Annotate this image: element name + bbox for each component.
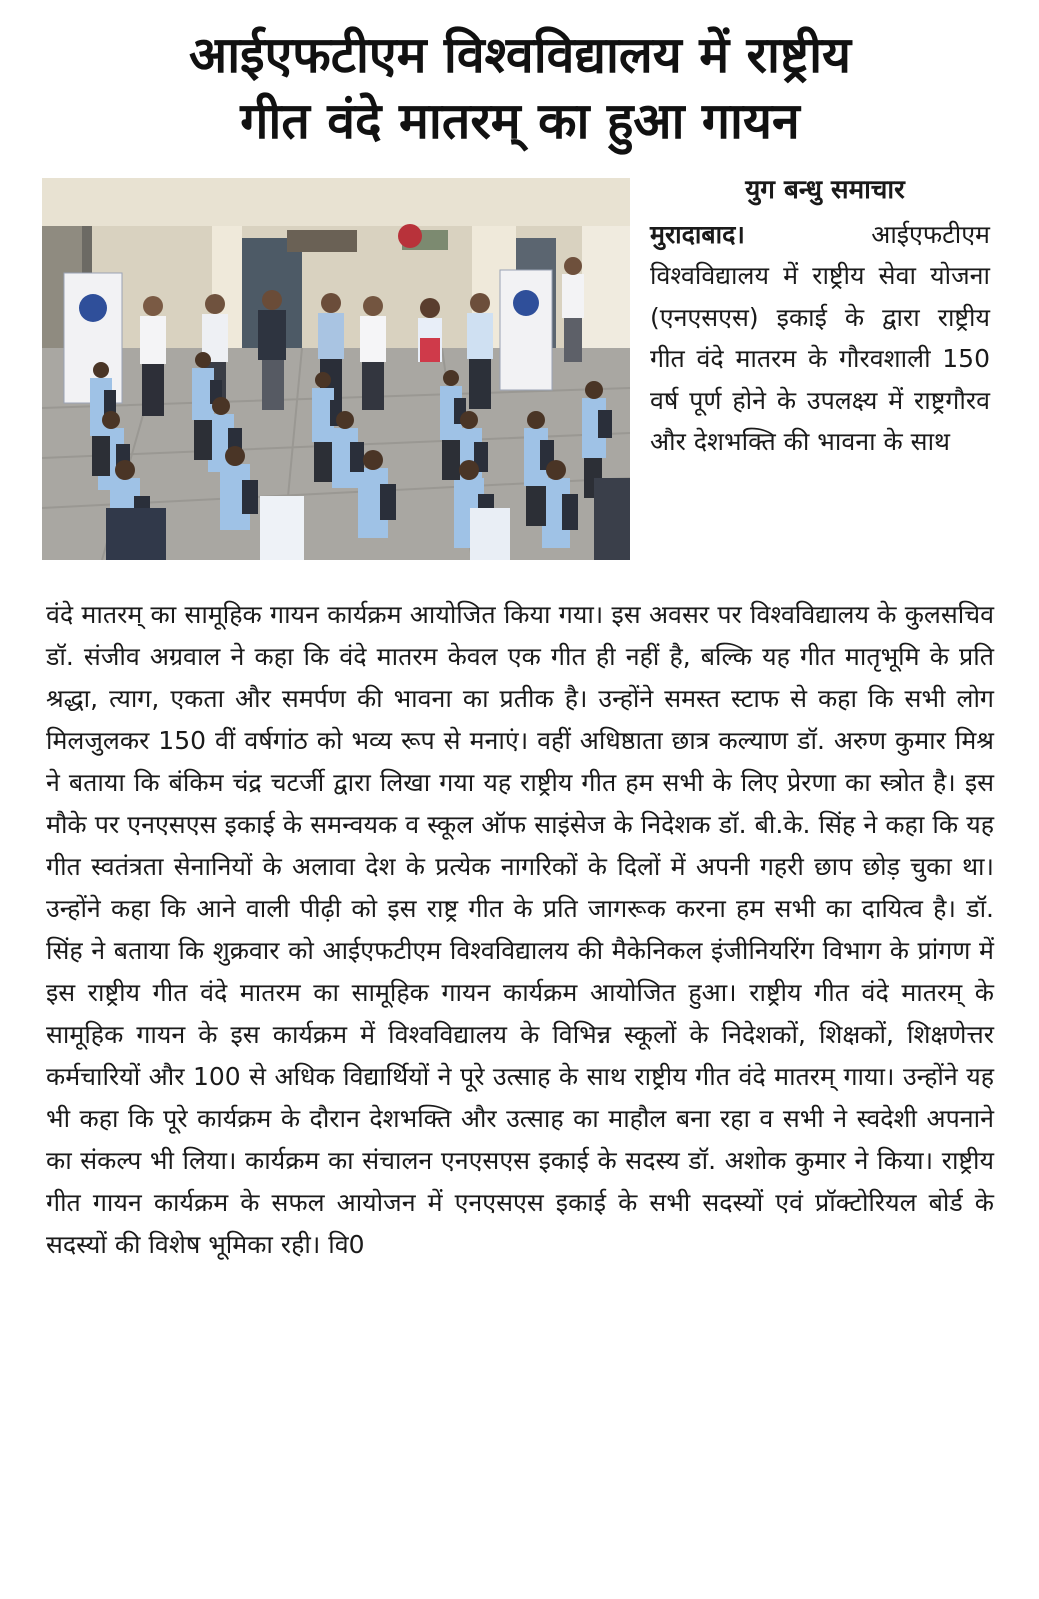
news-photo <box>42 178 630 560</box>
lead-paragraph <box>650 214 990 462</box>
article-body <box>46 594 994 1266</box>
headline <box>30 22 1010 154</box>
lead-text: आईएफटीएम विश्वविद्यालय में राष्ट्रीय सेवा योजना (एनएसएस) इकाई के द्वारा राष्ट्रीय गीत वंदे मातरम के गौरवशाली 150 वर्ष पूर्ण होने के उपलक्ष्य में राष्ट्रगौरव और देशभक्ति की भावना के साथ <box>650 220 990 457</box>
byline: युग बन्धु समाचार <box>745 175 905 205</box>
body-paragraph: वंदे मातरम् का सामूहिक गायन कार्यक्रम आयोजित किया गया। इस अवसर पर विश्वविद्यालय के कुलसचिव डॉ. संजीव अग्रवाल ने कहा कि वंदे मातरम केवल एक गीत ही नहीं है, बल्कि यह गीत मातृभूमि के प्रति श्रद्धा, त्याग, एकता और समर्पण की भावना का प्रतीक है। उन्होंने समस्त स्टाफ से कहा कि सभी लोग मिलजुलकर 150 वीं वर्षगांठ को भव्य रूप से मनाएं। वहीं अधिष्ठाता छात्र कल्याण डॉ. अरुण कुमार मिश्र ने बताया कि बंकिम चंद्र चटर्जी द्वारा लिखा गया यह राष्ट्रीय गीत हम सभी के लिए प्रेरणा का स्त्रोत है। इस मौके पर एनएसएस इकाई के समन्वयक व स्कूल ऑफ साइंसेज के निदेशक डॉ. बी.के. सिंह ने कहा कि यह गीत स्वतंत्रता सेनानियों के अलावा देश के प्रत्येक नागरिकों के दिलों में अपनी गहरी छाप छोड़ चुका था। उन्होंने कहा कि आने वाली पीढ़ी को इस राष्ट्र गीत के प्रति जागरूक करना हम सभी का दायित्व है। डॉ. सिंह ने बताया कि शुक्रवार को आईएफटीएम विश्वविद्यालय की मैकेनिकल इंजीनियरिंग विभाग के प्रांगण में इस राष्ट्रीय गीत वंदे मातरम का सामूहिक गायन कार्यक्रम आयोजित हुआ। राष्ट्रीय गीत वंदे मातरम् के सामूहिक गायन के इस कार्यक्रम में विश्वविद्यालय के विभिन्न स्कूलों के निदेशकों, शिक्षकों, शिक्षणेत्तर कर्मचारियों और 100 से अधिक विद्यार्थियों ने पूरे उत्साह के साथ राष्ट्रीय गीत वंदे मातरम् गाया। उन्होंने यह भी कहा कि पूरे कार्यक्रम के दौरान देशभक्ति और उत्साह का माहौल बना रहा व सभी ने स्वदेशी अपनाने का संकल्प भी लिया। कार्यक्रम का संचालन एनएसएस इकाई के सदस्य डॉ. अशोक कुमार ने किया। राष्ट्रीय गीत गायन कार्यक्रम के सफल आयोजन में एनएसएस इकाई के सभी सदस्यों एवं प्रॉक्टोरियल बोर्ड के सदस्यों की विशेष भूमिका रही। वि0 <box>46 600 994 1259</box>
headline-line-1: आईएफटीएम विश्वविद्यालय में राष्ट्रीय <box>188 26 852 84</box>
headline-line-2: गीत वंदे मातरम् का हुआ गायन <box>240 92 800 150</box>
dateline: मुरादाबाद। <box>650 220 745 249</box>
